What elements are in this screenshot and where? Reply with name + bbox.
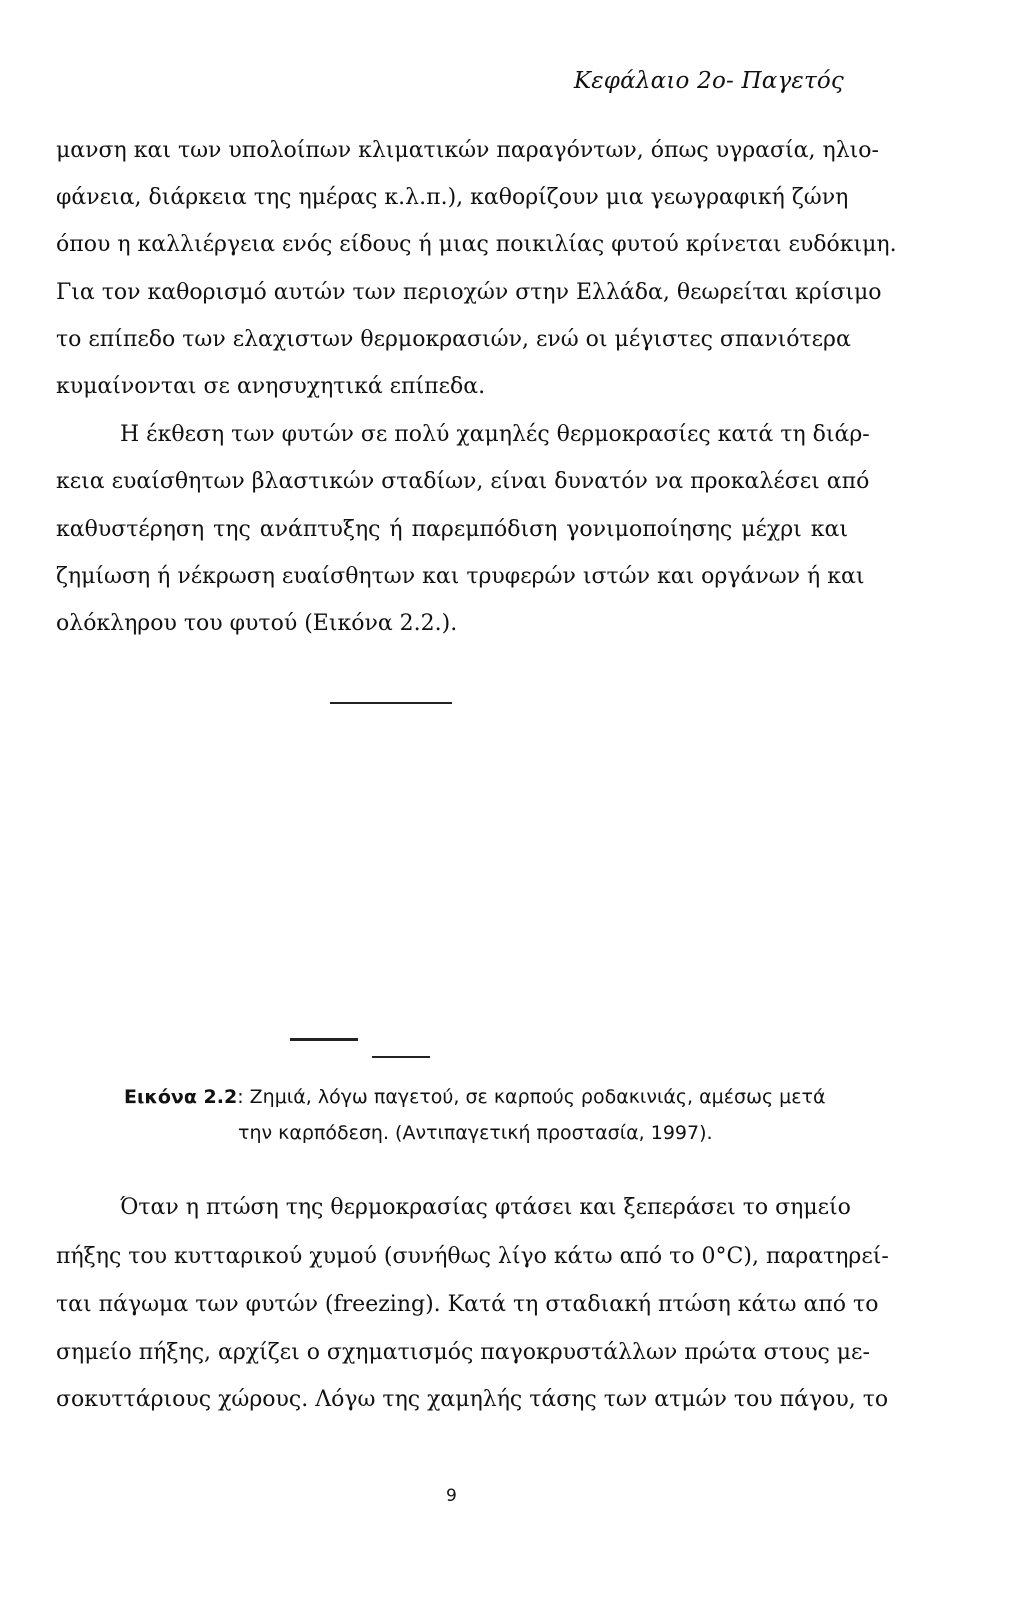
paragraph-2-line-3: καθυστέρηση της ανάπτυξης ή παρεμπόδιση γονιμοποίησης μέχρι και (56, 517, 848, 542)
figure-top-rule (330, 702, 452, 704)
paragraph-3-line-5: σοκυττάριους χώρους. Λόγω της χαμηλής τάσης των ατμών του πάγου, το (56, 1387, 889, 1412)
figure-caption-text: : Ζημιά, λόγω παγετού, σε καρπούς ροδακινιάς, αμέσως μετά (237, 1086, 826, 1108)
figure-bottom-rule-right (372, 1056, 430, 1058)
running-header: Κεφάλαιο 2ο- Παγετός (573, 68, 844, 94)
paragraph-1-line-6: κυμαίνονται σε ανησυχητικά επίπεδα. (56, 374, 486, 399)
paragraph-2-line-2: κεια ευαίσθητων βλαστικών σταδίων, είναι δυνατόν να προκαλέσει από (56, 469, 870, 494)
paragraph-3-line-2: πήξης του κυτταρικού χυμού (συνήθως λίγο κάτω από το 0°C), παρατηρεί- (56, 1244, 889, 1269)
page-number: 9 (446, 1486, 457, 1506)
figure-caption-line-2: την καρπόδεση. (Αντιπαγετική προστασία, 1997). (238, 1122, 713, 1144)
paragraph-1-line-3: όπου η καλλιέργεια ενός είδους ή μιας ποικιλίας φυτού κρίνεται ευδόκιμη. (56, 232, 897, 257)
figure-caption-label: Εικόνα 2.2 (124, 1086, 238, 1108)
paragraph-2-line-4: ζημίωση ή νέκρωση ευαίσθητων και τρυφερών ιστών και οργάνων ή και (56, 564, 865, 589)
paragraph-1-line-1: μανση και των υπολοίπων κλιματικών παραγόντων, όπως υγρασία, ηλιο- (56, 138, 879, 163)
paragraph-3-line-3: ται πάγωμα των φυτών (freezing). Κατά τη σταδιακή πτώση κάτω από το (56, 1292, 879, 1317)
paragraph-3-line-4: σημείο πήξης, αρχίζει ο σχηματισμός παγοκρυστάλλων πρώτα στους με- (56, 1340, 870, 1365)
paragraph-2-line-5: ολόκληρου του φυτού (Εικόνα 2.2.). (56, 611, 458, 636)
paragraph-1-line-5: το επίπεδο των ελαχιστων θερμοκρασιών, ενώ οι μέγιστες σπανιότερα (56, 327, 851, 352)
paragraph-1-line-4: Για τον καθορισμό αυτών των περιοχών στην Ελλάδα, θεωρείται κρίσιμο (56, 280, 882, 305)
paragraph-3-line-1: Όταν η πτώση της θερμοκρασίας φτάσει και ξεπεράσει το σημείο (120, 1195, 851, 1220)
paragraph-1-line-2: φάνεια, διάρκεια της ημέρας κ.λ.π.), καθορίζουν μια γεωγραφική ζώνη (56, 185, 849, 210)
figure-caption (124, 1086, 826, 1108)
figure-bottom-rule-left (290, 1038, 358, 1041)
paragraph-2-line-1: Η έκθεση των φυτών σε πολύ χαμηλές θερμοκρασίες κατά τη διάρ- (120, 422, 870, 447)
